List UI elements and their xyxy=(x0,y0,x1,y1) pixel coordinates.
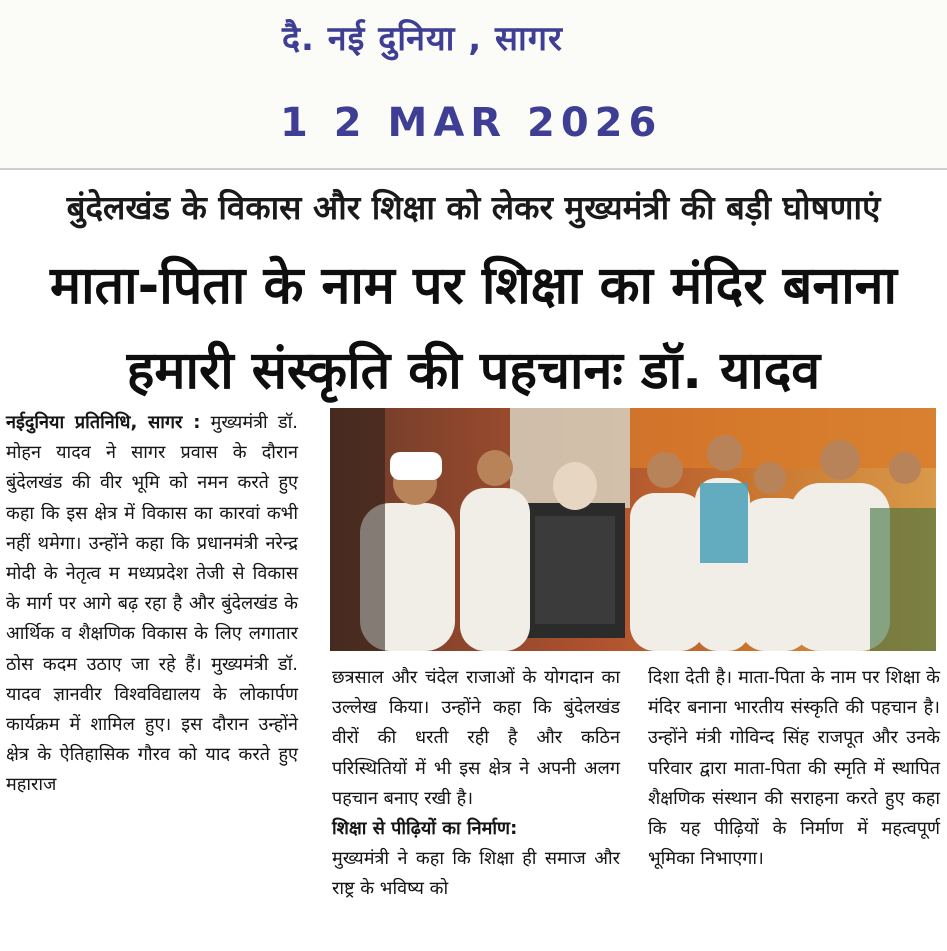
news-photo xyxy=(330,408,936,651)
column-2-text: छत्रसाल और चंदेल राजाओं के योगदान का उल्लेख किया। उन्होंने कहा कि बुंदेलखंड वीरों की धरती रही है और कठिन परिस्थितियों में भी इस क्षेत्र ने अपनी अलग पहचान बनाए रखी है। xyxy=(332,667,620,809)
event-photo-illustration xyxy=(330,408,936,651)
byline: नईदुनिया प्रतिनिधि, सागर : xyxy=(6,412,201,433)
stamp-publication-name: दै. नई दुनिया , सागर xyxy=(282,19,563,59)
article-column-3 xyxy=(648,663,940,874)
subheading: शिक्षा से पीढ़ियों का निर्माण: xyxy=(332,818,518,840)
stamp-date: 1 2 MAR 2026 xyxy=(280,100,663,146)
article-kicker: बुंदेलखंड के विकास और शिक्षा को लेकर मुख्यमंत्री की बड़ी घोषणाएं xyxy=(66,188,881,227)
column-1-text: मुख्यमंत्री डॉ. मोहन यादव ने सागर प्रवास के दौरान बुंदेलखंड की वीर भूमि को नमन करते हुए कहा कि इस क्षेत्र में विकास का कारवां कभी नहीं थमेगा। उन्होंने कहा कि प्रधानमंत्री नरेन्द्र मोदी के नेतृत्व म मध्यप्रदेश तेजी से विकास के मार्ग पर आगे बढ़ रहा है और बुंदेलखंड के आर्थिक व शैक्षणिक विकास के लिए लगातार ठोस कदम उठाए जा रहे हैं। मुख्यमंत्री डॉ. यादव ज्ञानवीर विश्वविद्यालय के लोकार्पण कार्यक्रम में शामिल हुए। इस दौरान उन्होंने क्षेत्र के ऐतिहासिक गौरव को याद करते हुए महाराज xyxy=(6,412,298,796)
headline-line-1: माता-पिता के नाम पर शिक्षा का मंदिर बनाना xyxy=(49,256,898,316)
article-column-2 xyxy=(332,663,620,905)
column-3-text: दिशा देती है। माता-पिता के नाम पर शिक्षा के मंदिर बनाना भारतीय संस्कृति की पहचान है। उन्होंने मंत्री गोविन्द सिंह राजपूत और उनके परिवार द्वारा माता-पिता की स्मृति में स्थापित शैक्षणिक संस्थान की सराहना करते हुए कहा कि यह पीढ़ियों के निर्माण में महत्वपूर्ण भूमिका निभाएगा। xyxy=(648,667,940,870)
column-2-text-after: मुख्यमंत्री ने कहा कि शिक्षा ही समाज और राष्ट्र के भविष्य को xyxy=(332,848,620,900)
article-column-1 xyxy=(6,408,298,801)
headline-line-2: हमारी संस्कृति की पहचानः डॉ. यादव xyxy=(126,341,821,401)
newspaper-clipping xyxy=(0,168,947,951)
